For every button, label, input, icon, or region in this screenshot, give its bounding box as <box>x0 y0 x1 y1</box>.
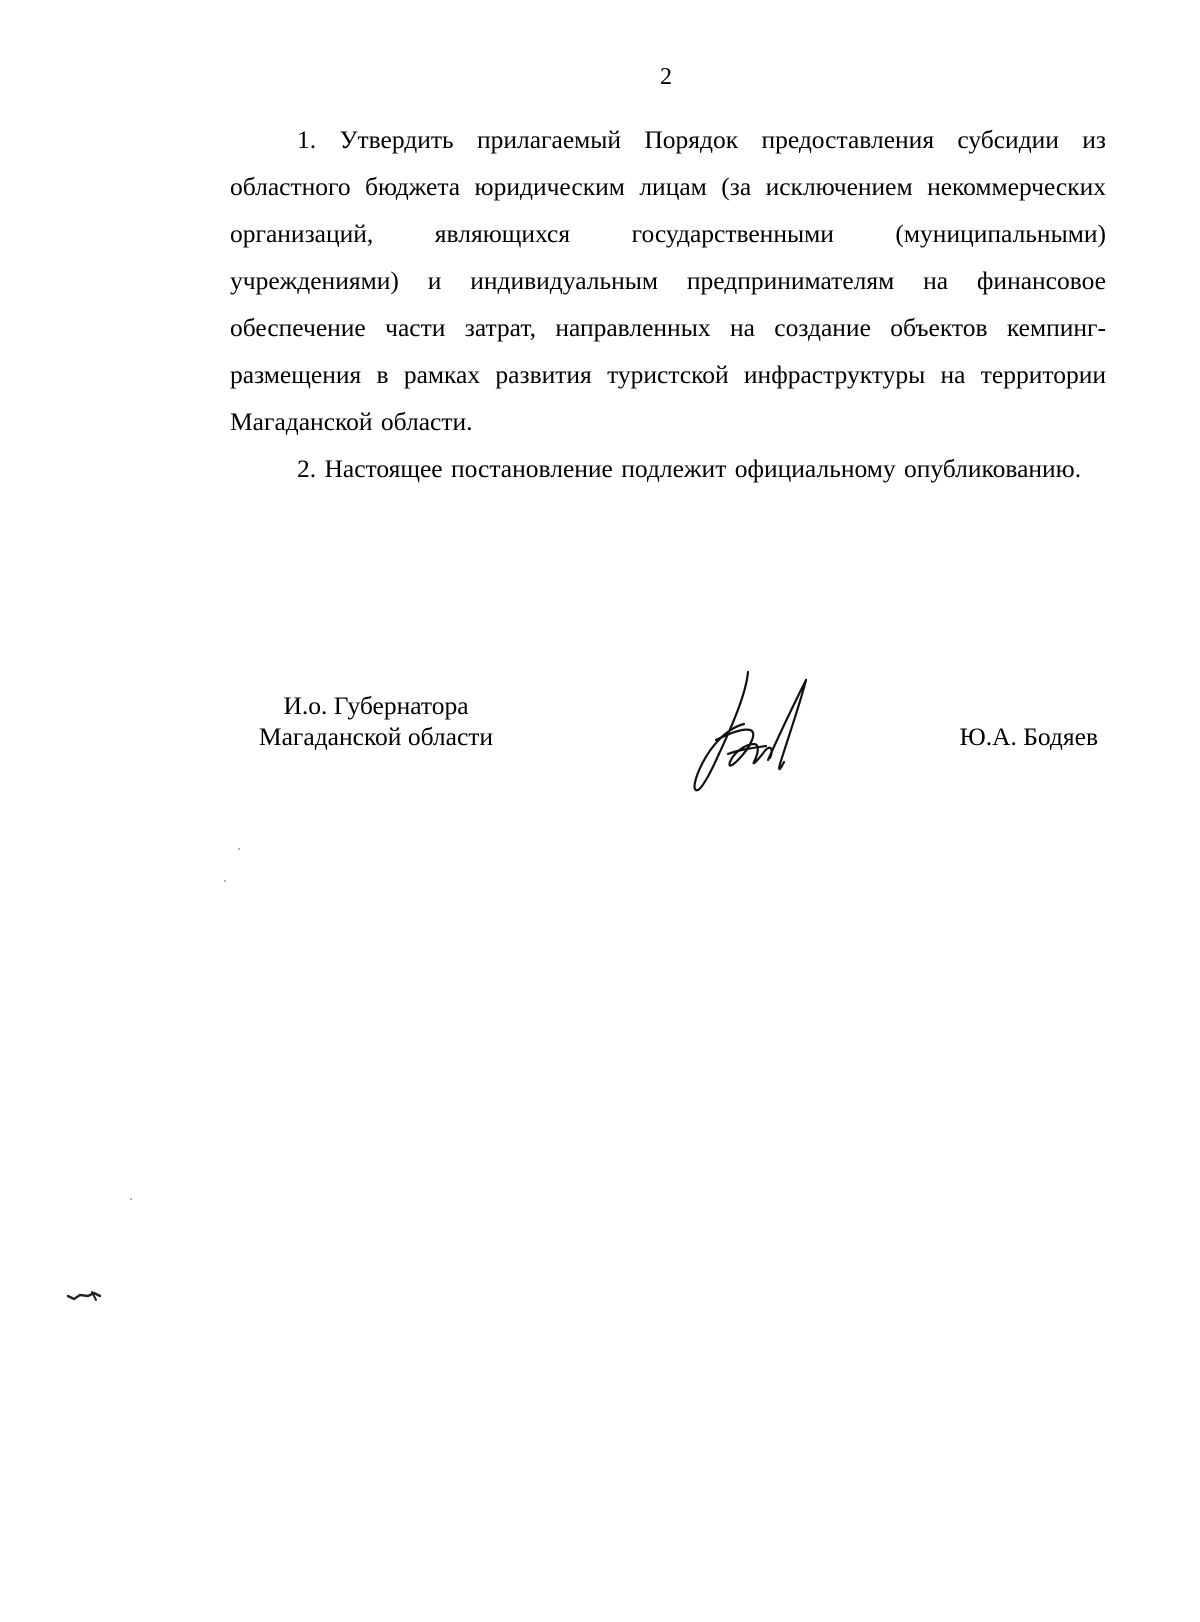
page-number: 2 <box>660 64 672 90</box>
signer-title-line-2: Магаданской области <box>258 722 494 751</box>
handwritten-signature <box>688 664 818 800</box>
signer-title-line-1: И.о. Губернатора <box>283 691 469 720</box>
scan-dot <box>238 848 240 850</box>
document-body <box>230 116 1106 492</box>
paragraph-1: 1. Утвердить прилагаемый Порядок предоставления субсидии из областного бюджета юридическим лицам (за исключением некоммерческих организаций, являющихся государственными (муниципальными) учреждениями) и индивидуальным предпринимателям на финансовое обеспечение части затрат, направленных на создание объектов кемпинг-размещения в рамках развития туристской инфраструктуры на территории Магаданской области. <box>230 125 1106 436</box>
scan-dot <box>130 1198 132 1200</box>
paragraph-2: 2. Настоящее постановление подлежит официальному опубликованию. <box>297 454 1082 483</box>
scan-artifact-icon <box>66 1290 106 1304</box>
signature-block <box>0 690 1200 810</box>
signer-title <box>231 690 521 752</box>
signer-name: Ю.А. Бодяев <box>959 722 1098 751</box>
scan-dot <box>224 880 226 882</box>
